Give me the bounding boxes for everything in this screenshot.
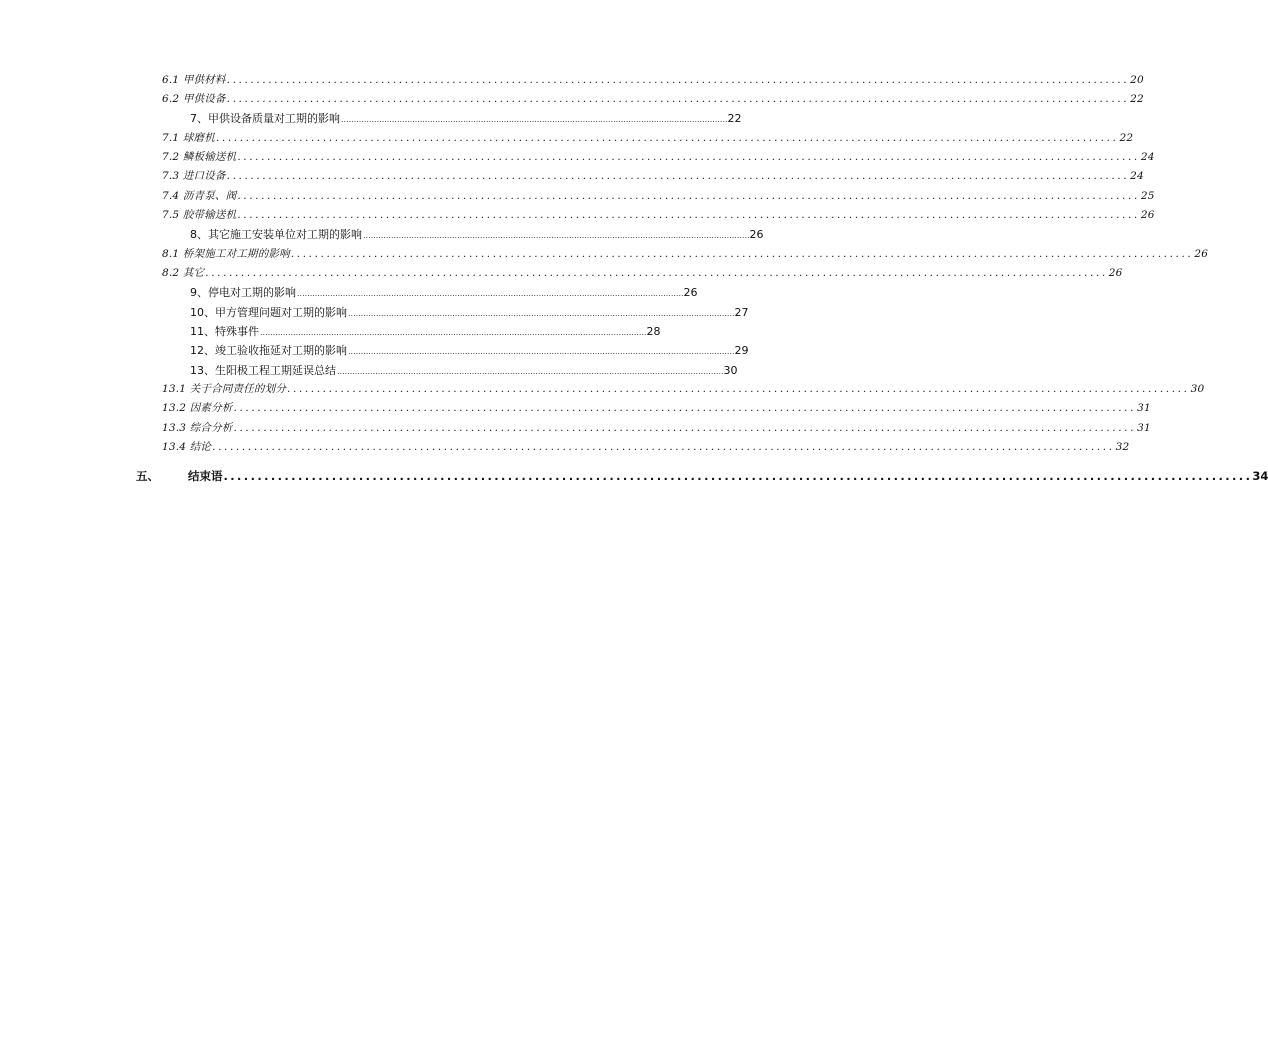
toc-page-number: 22 bbox=[1130, 93, 1144, 105]
leader-dots: ........................................................................................................................................................ bbox=[260, 328, 647, 337]
toc-entry[interactable] bbox=[162, 381, 1205, 399]
toc-entry-label: 结束语 bbox=[188, 469, 223, 483]
leader-dots: ........................................................................................................................................................ bbox=[341, 115, 728, 124]
toc-page-number: 29 bbox=[734, 344, 749, 357]
toc-entry-label: 12、竣工验收拖延对工期的影响 bbox=[190, 344, 347, 357]
toc-entry-label: 6.2 甲供设备 bbox=[162, 93, 226, 105]
leader-dots: ........................................................................................................................................................ bbox=[233, 422, 1137, 434]
toc-entry-label: 13.3 综合分析 bbox=[162, 422, 233, 434]
toc-page-number: 22 bbox=[1119, 132, 1134, 144]
toc-page-number: 20 bbox=[1130, 74, 1144, 86]
leader-dots: ........................................................................................................................................................ bbox=[205, 267, 1108, 279]
toc-entry-chapter[interactable] bbox=[136, 468, 1268, 486]
leader-dots: ........................................................................................................................................................ bbox=[290, 248, 1194, 260]
leader-dots: ........................................................................................................................................................ bbox=[226, 93, 1130, 105]
toc-entry[interactable] bbox=[162, 439, 1130, 457]
toc-entry[interactable] bbox=[190, 110, 742, 128]
toc-page-number: 24 bbox=[1130, 170, 1144, 182]
toc-entry-label: 13.1 关于合同责任的划分 bbox=[162, 383, 287, 395]
toc-page-number: 26 bbox=[683, 286, 698, 299]
leader-dots: ........................................................................................................................................................ bbox=[348, 309, 735, 318]
toc-entry-label: 7.1 球磨机 bbox=[162, 132, 215, 144]
toc-entry-label: 11、特殊事件 bbox=[190, 325, 259, 338]
toc-entry-label: 13.4 结论 bbox=[162, 441, 212, 453]
toc-entry-label: 8.1 桥架施工对工期的影响 bbox=[162, 248, 290, 260]
toc-entry-label: 7.5 胶带输送机 bbox=[162, 209, 237, 221]
toc-entry[interactable] bbox=[190, 362, 738, 380]
leader-dots: ........................................................................................................................................................ bbox=[223, 469, 1253, 483]
toc-entry[interactable] bbox=[162, 207, 1155, 225]
toc-page-number: 27 bbox=[734, 306, 749, 319]
toc-entry-label: 10、甲方管理问题对工期的影响 bbox=[190, 306, 347, 319]
toc-page-number: 24 bbox=[1140, 151, 1155, 163]
toc-page-number: 30 bbox=[1190, 383, 1205, 395]
toc-entry[interactable] bbox=[162, 130, 1134, 148]
leader-dots: ........................................................................................................................................................ bbox=[348, 347, 735, 356]
leader-dots: ........................................................................................................................................................ bbox=[215, 132, 1119, 144]
toc-entry[interactable] bbox=[162, 188, 1155, 206]
leader-dots: ........................................................................................................................................................ bbox=[363, 231, 750, 240]
toc-entry-label: 8、其它施工安装单位对工期的影响 bbox=[190, 228, 362, 241]
toc-entry[interactable] bbox=[190, 284, 698, 302]
toc-page-number: 26 bbox=[749, 228, 764, 241]
toc-page-number: 22 bbox=[727, 112, 742, 125]
toc-entry-label: 7.2 鳞板输送机 bbox=[162, 151, 237, 163]
toc-entry-label: 7.4 沥青泵、阀 bbox=[162, 190, 237, 202]
toc-page-number: 31 bbox=[1137, 422, 1151, 434]
toc-page-number: 34 bbox=[1252, 469, 1268, 483]
toc-entry-label: 8.2 其它 bbox=[162, 267, 205, 279]
leader-dots: ........................................................................................................................................................ bbox=[287, 383, 1190, 395]
toc-page-number: 25 bbox=[1140, 190, 1155, 202]
toc-entry[interactable] bbox=[162, 149, 1155, 167]
toc-entry[interactable] bbox=[162, 91, 1144, 109]
leader-dots: ........................................................................................................................................................ bbox=[212, 441, 1115, 453]
toc-page-number: 31 bbox=[1137, 402, 1151, 414]
leader-dots: ........................................................................................................................................................ bbox=[233, 402, 1137, 414]
leader-dots: ........................................................................................................................................................ bbox=[226, 170, 1130, 182]
toc-entry[interactable] bbox=[190, 323, 661, 341]
toc-entry-label: 13、生阳极工程工期延误总结 bbox=[190, 364, 336, 377]
toc-entry[interactable] bbox=[190, 304, 749, 322]
toc-entry-label: 7、甲供设备质量对工期的影响 bbox=[190, 112, 340, 125]
toc-entry[interactable] bbox=[190, 342, 749, 360]
toc-entry-label: 7.3 进口设备 bbox=[162, 170, 226, 182]
leader-dots: ........................................................................................................................................................ bbox=[226, 74, 1130, 86]
toc-page-number: 28 bbox=[646, 325, 661, 338]
toc-entry-label: 13.2 因素分析 bbox=[162, 402, 233, 414]
toc-entry-label: 9、停电对工期的影响 bbox=[190, 286, 296, 299]
toc-page-number: 30 bbox=[723, 364, 738, 377]
toc-entry[interactable] bbox=[162, 265, 1123, 283]
toc-entry[interactable] bbox=[162, 400, 1151, 418]
leader-dots: ........................................................................................................................................................ bbox=[297, 289, 684, 298]
leader-dots: ........................................................................................................................................................ bbox=[237, 151, 1140, 163]
leader-dots: ........................................................................................................................................................ bbox=[337, 367, 724, 376]
toc-entry[interactable] bbox=[162, 72, 1144, 90]
leader-dots: ........................................................................................................................................................ bbox=[237, 209, 1140, 221]
toc-page-number: 26 bbox=[1140, 209, 1155, 221]
toc-entry[interactable] bbox=[162, 168, 1144, 186]
toc-page-number: 26 bbox=[1194, 248, 1209, 260]
toc-page-number: 26 bbox=[1108, 267, 1123, 279]
toc-entry-label: 6.1 甲供材料 bbox=[162, 74, 226, 86]
toc-entry[interactable] bbox=[162, 246, 1209, 264]
toc-entry[interactable] bbox=[190, 226, 764, 244]
chapter-number: 五、 bbox=[136, 469, 159, 483]
leader-dots: ........................................................................................................................................................ bbox=[237, 190, 1140, 202]
toc-page-number: 32 bbox=[1115, 441, 1130, 453]
toc-entry[interactable] bbox=[162, 420, 1151, 438]
